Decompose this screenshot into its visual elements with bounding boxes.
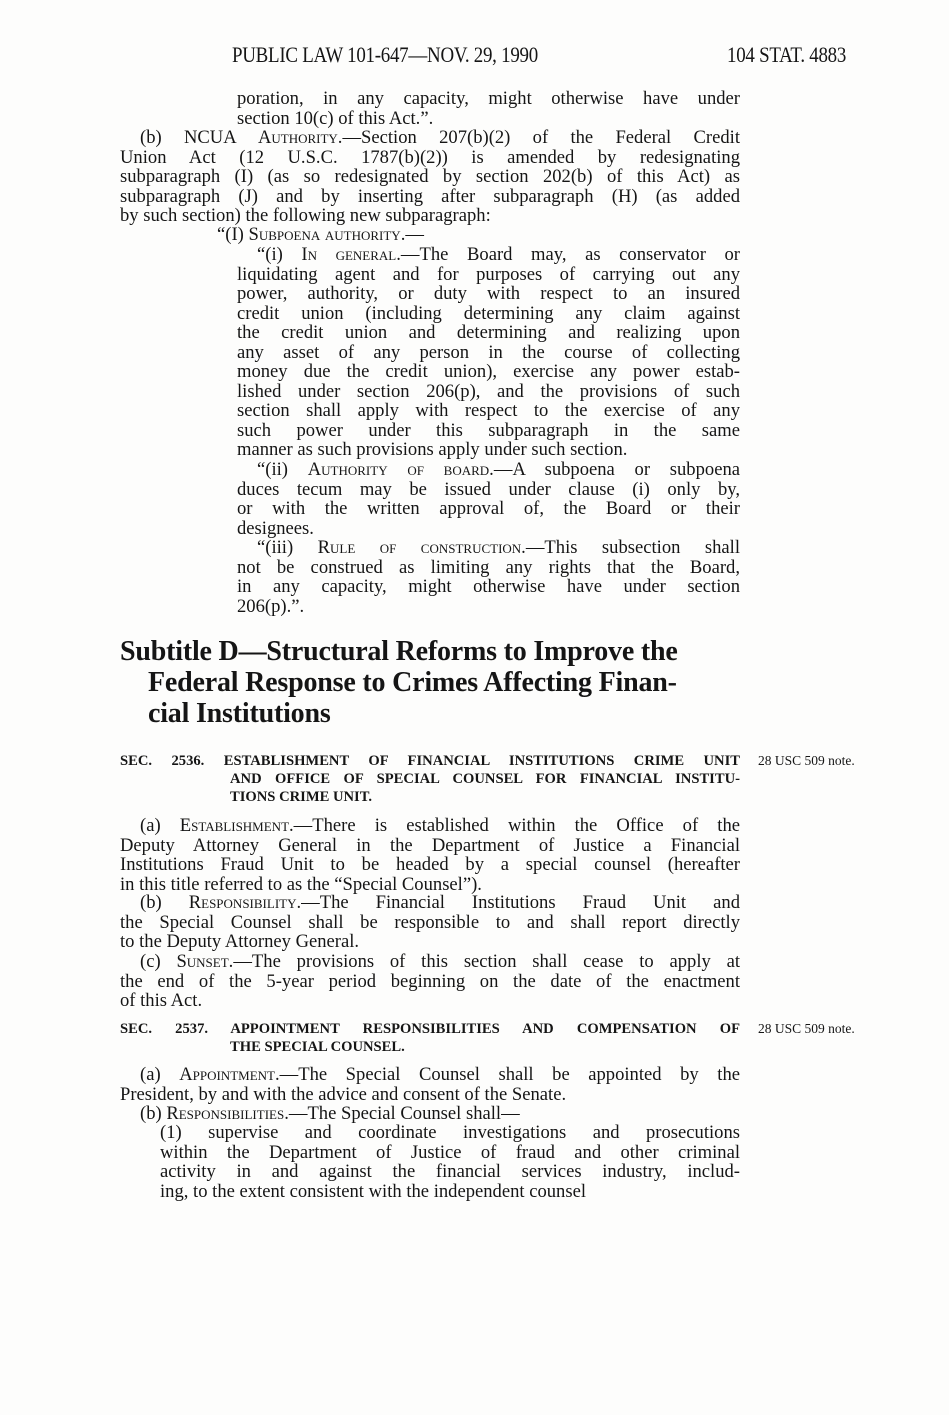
line-text: the credit union and determining and realizing upon	[237, 322, 740, 343]
text-line	[257, 460, 740, 480]
text-line	[140, 893, 740, 913]
text-line	[120, 1085, 740, 1105]
section-heading-line: AND OFFICE OF SPECIAL COUNSEL FOR FINANCIAL INSTITU-	[230, 771, 740, 787]
text-line	[237, 109, 740, 129]
text-line	[237, 597, 740, 617]
margin-note: 28 USC 509 note.	[758, 1021, 855, 1036]
margin-note: 28 USC 509 note.	[758, 753, 855, 768]
text-line	[217, 225, 740, 245]
line-text: money due the credit union), exercise any power estab-	[237, 361, 740, 382]
paragraph-heading: Appointment.	[179, 1064, 280, 1085]
paragraph-prefix: (b) NCUA	[140, 127, 258, 148]
subtitle-heading	[120, 636, 678, 729]
text-line	[237, 284, 740, 304]
text-line	[237, 480, 740, 500]
text-line	[120, 836, 740, 856]
text-line	[120, 148, 740, 168]
line-text: power, authority, or duty with respect to an insured	[237, 283, 740, 304]
text-line	[120, 913, 740, 933]
line-text: credit union (including determining any claim against	[237, 302, 740, 324]
line-text: lished under section 206(p), and the provisions of such	[237, 380, 740, 402]
section-heading-line: SEC. 2537. APPOINTMENT RESPONSIBILITIES AND COMPENSATION OF	[120, 1021, 740, 1037]
line-text: —The Special Counsel shall be appointed by the	[279, 1064, 740, 1085]
line-text: manner as such provisions apply under such section.	[237, 439, 628, 460]
line-text: the Special Counsel shall be responsible to and shall report directly	[120, 911, 740, 933]
line-text: subparagraph (I) (as so redesignated by section 202(b) of this Act) as	[120, 166, 740, 187]
paragraph	[237, 538, 740, 616]
paragraph-prefix: (c)	[140, 951, 177, 972]
line-text: President, by and with the advice and consent of the Senate.	[120, 1083, 567, 1105]
text-line	[140, 816, 740, 836]
text-line	[120, 855, 740, 875]
paragraph	[120, 893, 740, 952]
text-line	[237, 558, 740, 578]
text-line	[237, 362, 740, 382]
text-line	[160, 1162, 740, 1182]
text-line	[160, 1182, 740, 1202]
text-line	[140, 128, 740, 148]
section-heading	[120, 752, 740, 806]
paragraph-prefix: (b)	[140, 1103, 167, 1124]
line-text: 206(p).”.	[237, 595, 305, 617]
text-line	[140, 1065, 740, 1085]
page-stat-number: 104 STAT. 4883	[727, 42, 847, 67]
text-line	[237, 323, 740, 343]
paragraph-heading: Subpoena authority.	[248, 224, 406, 245]
line-text: —The Board may, as conservator or	[400, 244, 740, 265]
text-line	[237, 343, 740, 363]
paragraph-prefix: (a)	[140, 1064, 180, 1085]
line-text: poration, in any capacity, might otherwise have under	[237, 88, 740, 109]
line-text: Institutions Fraud Unit to be headed by a special counsel (hereafter	[120, 854, 740, 875]
line-text: —This subsection shall	[525, 537, 740, 558]
paragraph	[160, 1123, 740, 1201]
line-text: designees.	[237, 517, 314, 539]
paragraph-prefix: “(ii)	[257, 459, 308, 480]
section-heading	[120, 1020, 740, 1056]
line-text: —	[405, 224, 424, 245]
paragraph-heading: Responsibility.	[188, 892, 302, 913]
text-line	[237, 382, 740, 402]
line-text: ing, to the extent consistent with the independent counsel	[160, 1180, 587, 1202]
paragraph	[237, 460, 740, 538]
text-line	[237, 304, 740, 324]
line-text: (1) supervise and coordinate investigations and prosecutions	[160, 1122, 740, 1143]
subtitle-line: Subtitle D—Structural Reforms to Improve the	[120, 636, 678, 667]
line-text: or with the written approval of, the Board or their	[237, 498, 740, 519]
text-line	[160, 1123, 740, 1143]
paragraph	[120, 1104, 740, 1124]
paragraph-prefix: “(iii)	[257, 537, 318, 558]
line-text: in any capacity, might otherwise have under section	[237, 576, 740, 597]
text-line	[237, 401, 740, 421]
line-text: of this Act.	[120, 990, 203, 1011]
text-line	[237, 499, 740, 519]
line-text: —The provisions of this section shall cease to apply at	[233, 951, 740, 972]
line-text: any asset of any person in the course of collecting	[237, 341, 740, 363]
line-text: to the Deputy Attorney General.	[120, 931, 360, 952]
text-line	[120, 187, 740, 207]
section-heading-line: THE SPECIAL COUNSEL.	[230, 1039, 405, 1055]
paragraph	[120, 816, 740, 894]
paragraph	[120, 1065, 740, 1104]
section-heading-line: SEC. 2536. ESTABLISHMENT OF FINANCIAL INSTITUTIONS CRIME UNIT	[120, 753, 740, 769]
line-text: by such section) the following new subparagraph:	[120, 205, 491, 226]
text-line	[120, 206, 740, 226]
text-line	[160, 1143, 740, 1163]
paragraph-prefix: (b)	[140, 892, 189, 913]
paragraph-prefix: (a)	[140, 815, 180, 836]
line-text: subparagraph (J) and by inserting after subparagraph (H) (as added	[120, 185, 740, 207]
paragraph	[120, 952, 740, 1011]
text-line	[237, 421, 740, 441]
paragraph-prefix: “(i)	[257, 244, 302, 265]
text-line	[140, 952, 740, 972]
text-line	[120, 972, 740, 992]
line-text: within the Department of Justice of fraud and other criminal	[160, 1141, 740, 1163]
paragraph-heading: Sunset.	[176, 951, 234, 972]
line-text: section 10(c) of this Act.”.	[237, 107, 434, 129]
text-line	[120, 167, 740, 187]
text-line	[237, 519, 740, 539]
subtitle-line: Federal Response to Crimes Affecting Finan-	[148, 667, 677, 698]
line-text: in this title referred to as the “Special Counsel”).	[120, 873, 482, 895]
running-header-title: PUBLIC LAW 101-647—NOV. 29, 1990	[232, 42, 538, 67]
paragraph	[237, 89, 740, 128]
text-line	[120, 932, 740, 952]
paragraph-heading: Authority.	[257, 127, 343, 148]
text-line	[237, 265, 740, 285]
text-line	[140, 1104, 740, 1124]
text-line	[237, 577, 740, 597]
text-line	[237, 440, 740, 460]
line-text: liquidating agent and for purposes of carrying out any	[237, 263, 740, 285]
paragraph	[237, 245, 740, 460]
paragraph-prefix: “(I)	[217, 224, 249, 245]
line-text: —There is established within the Office of the	[293, 815, 740, 836]
paragraph-heading: Authority of board.	[307, 459, 494, 480]
line-text: Union Act (12 U.S.C. 1787(b)(2)) is amended by redesignating	[120, 146, 740, 168]
line-text: Deputy Attorney General in the Department of Justice a Financial	[120, 834, 740, 856]
section-heading-line: TIONS CRIME UNIT.	[230, 789, 373, 805]
paragraph	[120, 128, 740, 226]
line-text: activity in and against the financial services industry, includ-	[160, 1161, 740, 1182]
line-text: duces tecum may be issued under clause (i) only by,	[237, 478, 740, 500]
line-text: section shall apply with respect to the exercise of any	[237, 400, 740, 421]
line-text: —A subpoena or subpoena	[493, 459, 740, 480]
text-line	[120, 991, 740, 1011]
line-text: the end of the 5-year period beginning on the date of the enactment	[120, 970, 740, 992]
paragraph-heading: Establishment.	[179, 815, 294, 836]
paragraph-heading: Responsibilities.	[166, 1103, 289, 1124]
subtitle-line: cial Institutions	[148, 698, 331, 729]
text-line	[257, 245, 740, 265]
line-text: —The Special Counsel shall—	[288, 1103, 520, 1124]
text-line	[237, 89, 740, 109]
line-text: —Section 207(b)(2) of the Federal Credit	[342, 127, 740, 148]
line-text: not be construed as limiting any rights that the Board,	[237, 556, 740, 578]
text-line	[257, 538, 740, 558]
paragraph	[217, 225, 740, 245]
line-text: —The Financial Institutions Fraud Unit and	[301, 892, 740, 913]
paragraph-heading: Rule of construction.	[317, 537, 526, 558]
paragraph-heading: In general.	[301, 244, 401, 265]
line-text: such power under this subparagraph in the same	[237, 419, 740, 441]
